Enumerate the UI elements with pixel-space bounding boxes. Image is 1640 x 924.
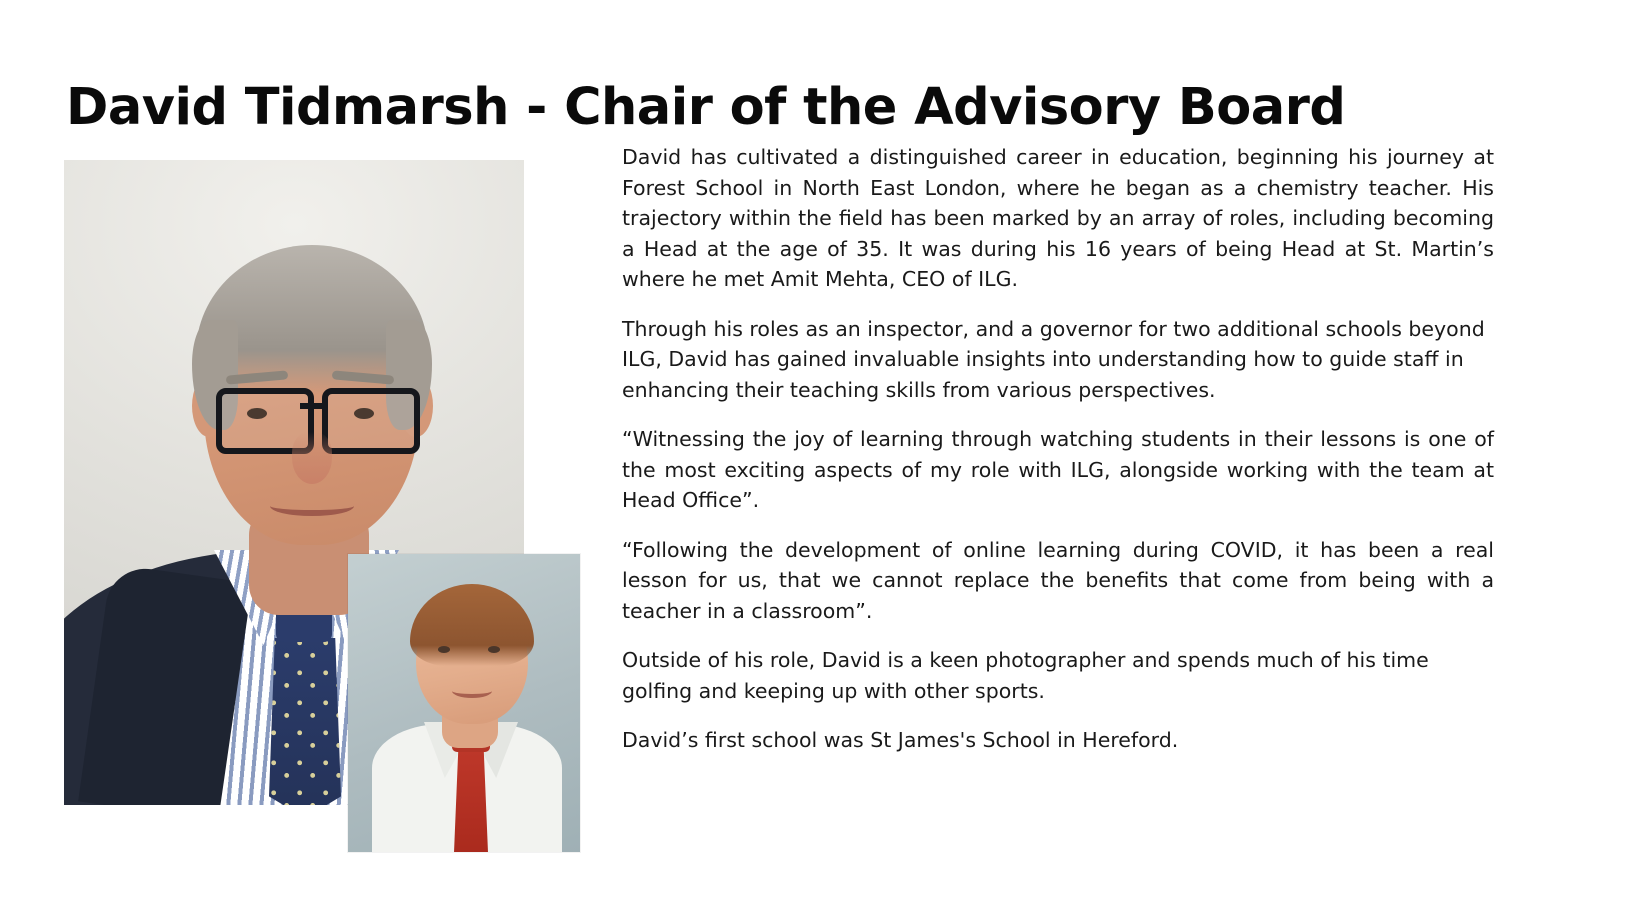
childhood-photo (348, 554, 580, 852)
biography-text (622, 142, 1494, 756)
portrait-mouth (270, 496, 354, 516)
page-title: David Tidmarsh - Chair of the Advisory Board (66, 78, 1346, 138)
childhood-mouth (452, 684, 492, 698)
portrait-eye-right (354, 408, 374, 419)
bio-paragraph-4: “Following the development of online learning during COVID, it has been a real lesson for us, that we cannot replace the benefits that come from being with a teacher in a classroom”. (622, 537, 1494, 623)
bio-paragraph-3: “Witnessing the joy of learning through watching students in their lessons is one of the most exciting aspects of my role with ILG, alongside working with the team at Head Office”. (622, 427, 1494, 512)
bio-paragraph-5: Outside of his role, David is a keen photographer and spends much of his time golfing and keeping up with other sports. (622, 648, 1429, 703)
childhood-eye-right (488, 646, 500, 653)
portrait-tie (269, 638, 341, 805)
bio-paragraph-6: David’s first school was St James's School in Hereford. (622, 728, 1179, 752)
bio-paragraph-2: Through his roles as an inspector, and a governor for two additional schools beyond ILG, David has gained invaluable insights into understanding how to guide staff in enhancing their teaching skills from various perspectives. (622, 316, 1485, 402)
bio-paragraph-1: David has cultivated a distinguished career in education, beginning his journey at Forest School in North East London, where he began as a chemistry teacher. His trajectory within the field has been marked by an array of roles, including becoming a Head at the age of 35. It was during his 16 years of being Head at St. Martin’s where he met Amit Mehta, CEO of ILG. (622, 145, 1494, 291)
portrait-nose (292, 432, 332, 484)
portrait-glasses-bridge (300, 403, 326, 409)
portrait-glasses-lens-right (322, 388, 420, 454)
childhood-eye-left (438, 646, 450, 653)
portrait-eye-left (247, 408, 267, 419)
